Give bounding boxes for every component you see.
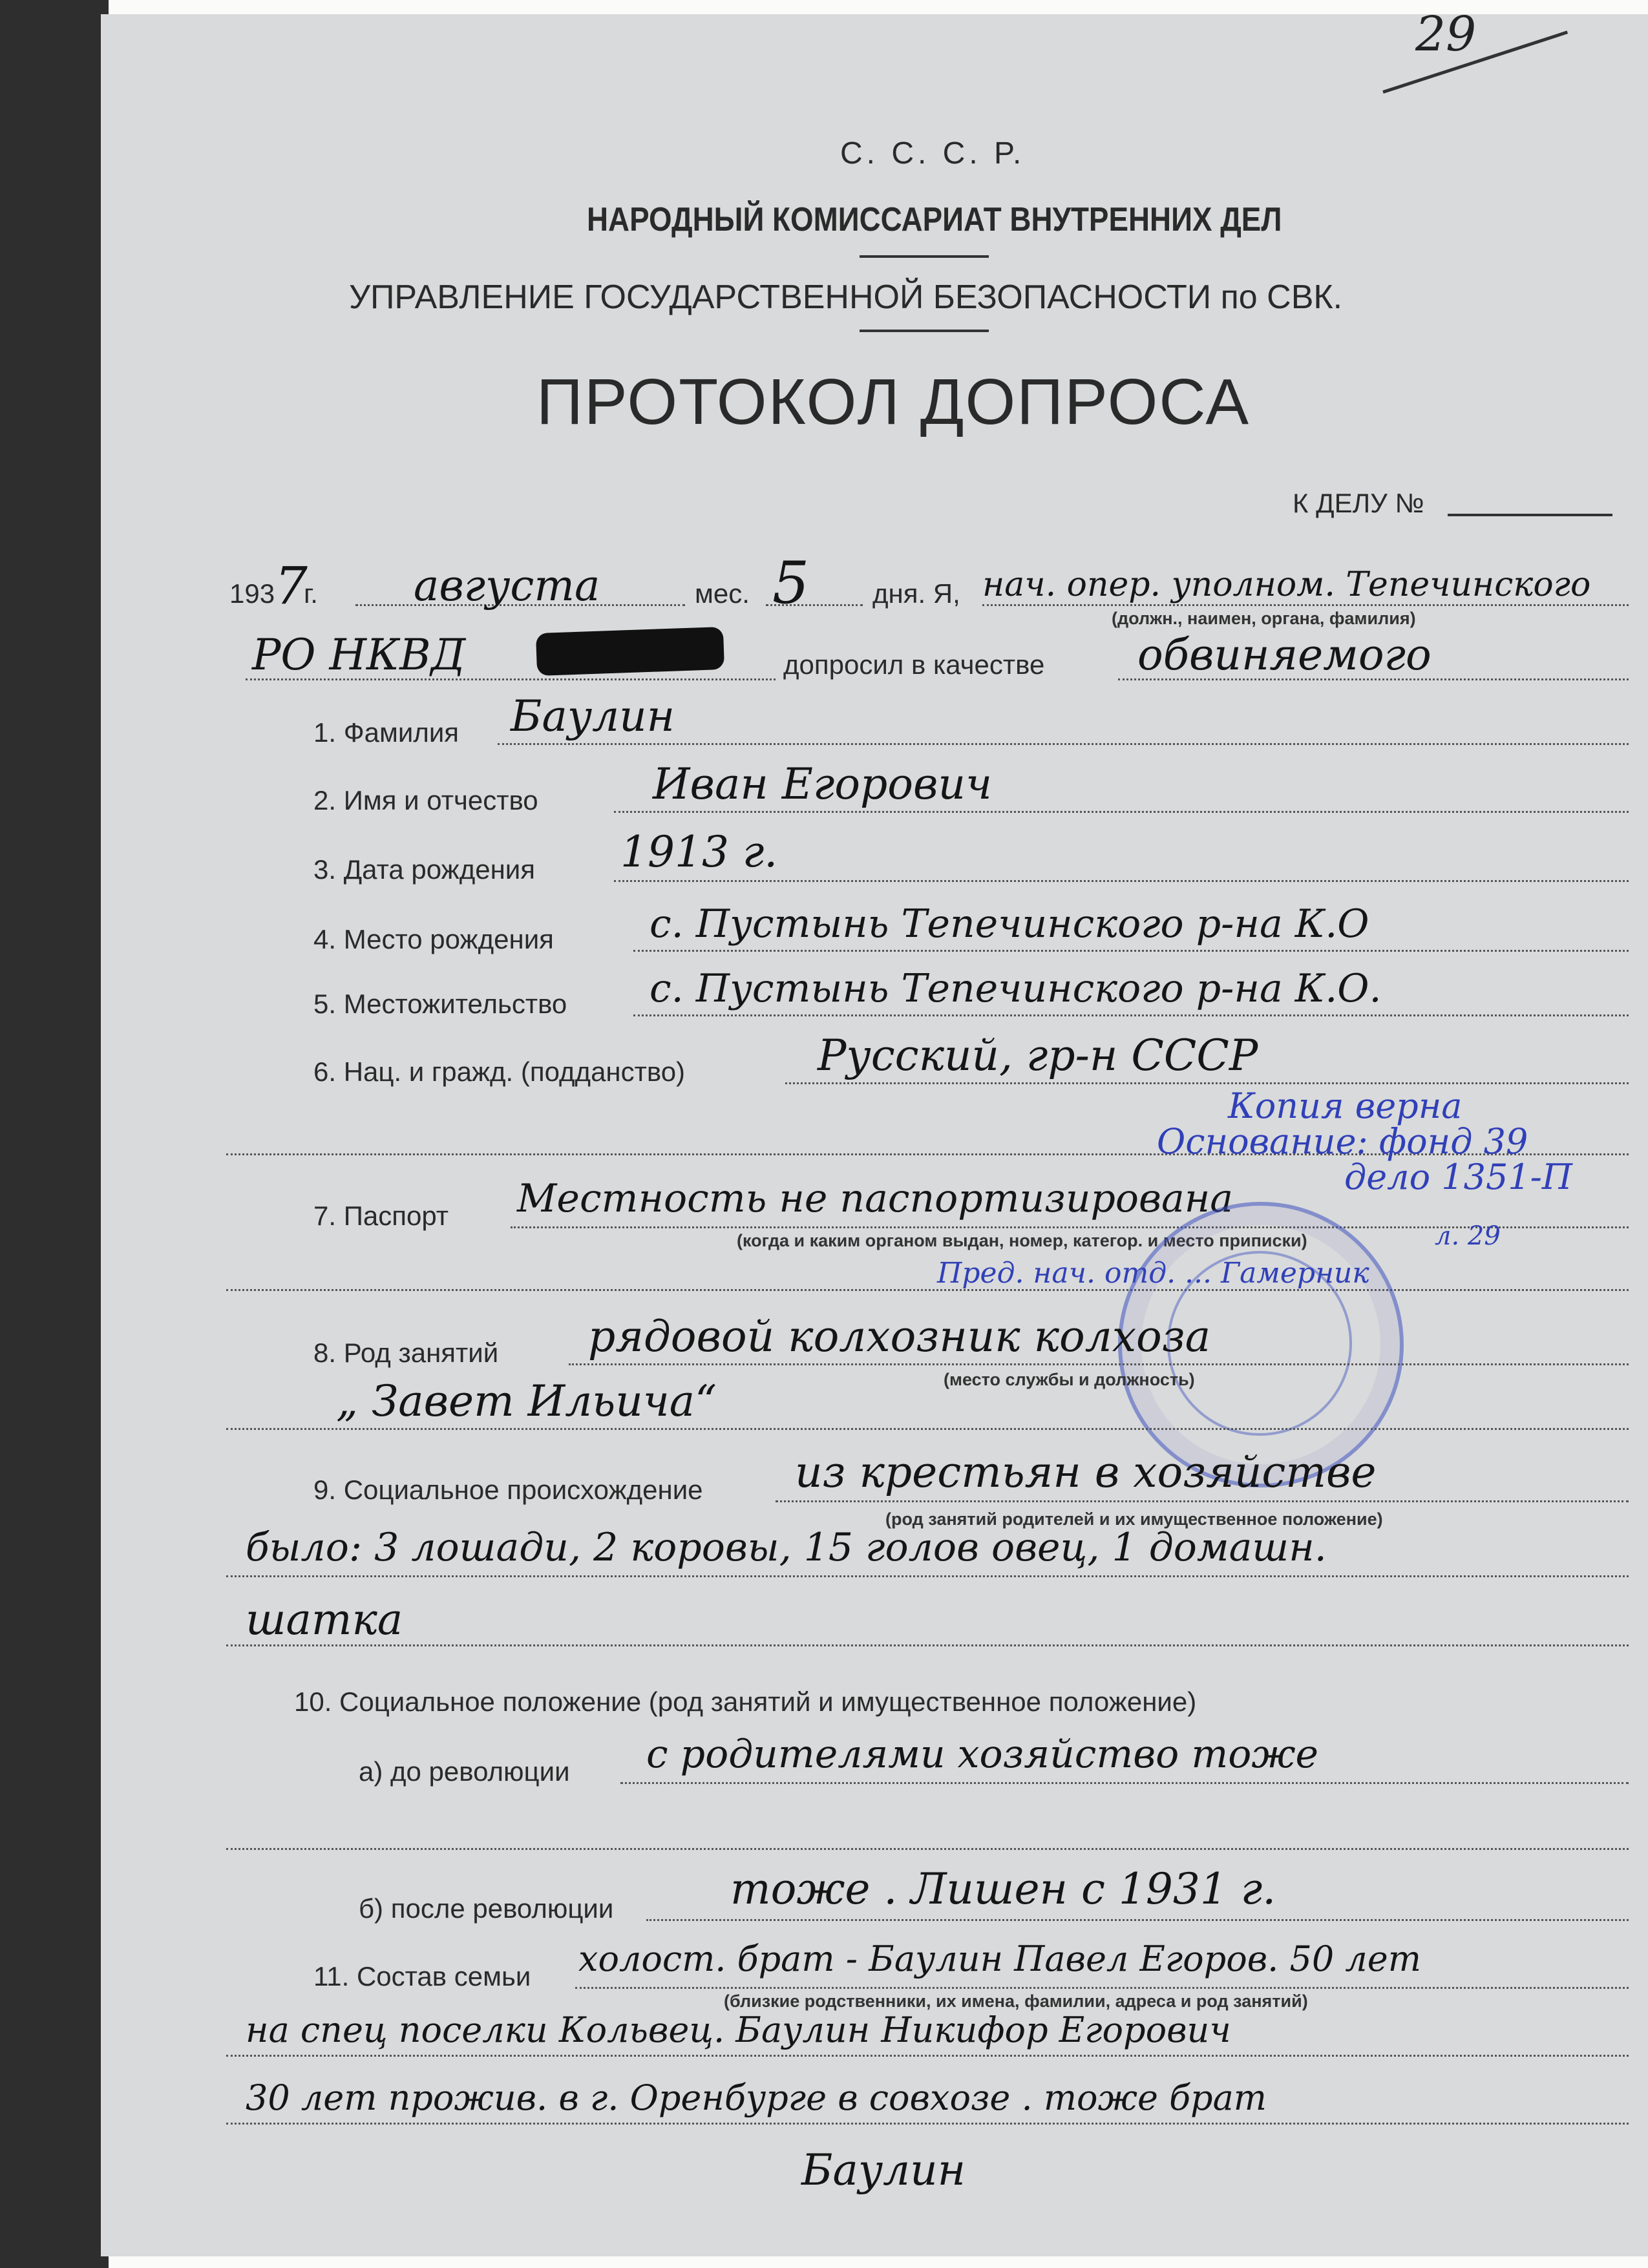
family-label: 11. Состав семьи: [313, 1961, 531, 1991]
origin-caption: (род занятий родителей и их имущественное положение): [885, 1509, 1383, 1529]
before-revolution-line: [620, 1782, 1629, 1784]
family-caption: (близкие родственники, их имена, фамилии, адреса и род занятий): [724, 1991, 1308, 2011]
copy-note-2: Основание: фонд 39: [1157, 1121, 1528, 1162]
after-revolution-label: б) после революции: [359, 1893, 614, 1924]
family-line: [575, 1987, 1629, 1989]
header-commissariat: НАРОДНЫЙ КОМИССАРИАТ ВНУТРЕННИХ ДЕЛ: [587, 201, 1282, 238]
surname-label: 1. Фамилия: [313, 717, 460, 748]
month-label: мес.: [695, 578, 750, 609]
after-revolution-line: [646, 1919, 1629, 1921]
redaction-mark: [536, 627, 724, 676]
birthplace-value: с. Пустынь Тепечинского р-на К.О: [650, 901, 1369, 947]
nationality-value: Русский, гр-н СССР: [818, 1031, 1258, 1080]
officer-line: [982, 604, 1629, 606]
case-number-label: К ДЕЛУ №: [1293, 488, 1424, 518]
family-line-2: [226, 2055, 1629, 2057]
copy-note-3: дело 1351-П: [1344, 1157, 1573, 1197]
year-suffix: г.: [304, 578, 318, 609]
surname-value: Баулин: [511, 691, 675, 741]
interrogated-label: допросил в качестве: [783, 649, 1045, 680]
surname-line: [498, 743, 1629, 745]
before-revolution-label: а) до революции: [359, 1756, 570, 1787]
social-status-label: 10. Социальное положение (род занятий и имущественное положение): [294, 1686, 1197, 1717]
scan-edge: [0, 0, 109, 2268]
occupation-value-2: „ Завет Ильича“: [336, 1376, 717, 1426]
nationality-line: [785, 1082, 1629, 1084]
residence-line: [633, 1014, 1629, 1016]
origin-line-3: [226, 1644, 1629, 1646]
page-title: ПРОТОКОЛ ДОПРОСА: [536, 366, 1251, 438]
birthdate-line: [614, 880, 1629, 882]
case-number-line: [1448, 514, 1612, 516]
officer-caption: (должн., наимен, органа, фамилия): [1112, 609, 1416, 628]
header-rule-1: [860, 255, 989, 258]
before-revolution-value: с родителями хозяйство тоже: [646, 1732, 1319, 1777]
family-value-3: 30 лет прожив. в г. Оренбурге в совхозе . тоже брат: [246, 2077, 1267, 2118]
after-revolution-value: тоже . Лишен с 1931 г.: [730, 1864, 1276, 1914]
passport-value: Местность не паспортизирована: [517, 1176, 1234, 1221]
origin-value-2: было: 3 лошади, 2 коровы, 15 голов овец, 1 домашн.: [246, 1525, 1327, 1570]
passport-caption: (когда и каким органом выдан, номер, категор. и место приписки): [737, 1231, 1307, 1250]
header-directorate: УПРАВЛЕНИЕ ГОСУДАРСТВЕННОЙ БЕЗОПАСНОСТИ по СВК.: [349, 278, 1343, 316]
birthdate-value: 1913 г.: [620, 827, 778, 877]
occupation-line: [569, 1363, 1629, 1365]
officer-value: нач. опер. уполном. Тепечинского: [982, 565, 1591, 604]
page-number: 29: [1415, 6, 1477, 62]
header-country: С. С. С. Р.: [840, 136, 1026, 171]
name-label: 2. Имя и отчество: [313, 785, 538, 815]
passport-line-2: [226, 1289, 1629, 1291]
before-revolution-line-2: [226, 1848, 1629, 1850]
day-value: 5: [772, 549, 810, 617]
year-value: 7: [275, 556, 308, 616]
name-value: Иван Егорович: [653, 759, 993, 809]
name-line: [614, 811, 1629, 813]
residence-value: с. Пустынь Тепечинского р-на К.О.: [650, 966, 1382, 1011]
occupation-value: рядовой колхозник колхоза: [588, 1312, 1211, 1361]
origin-value: из крестьян в хозяйстве: [795, 1447, 1377, 1497]
archivist-note: Пред. нач. отд. ... Гамерник: [937, 1257, 1369, 1290]
capacity-value: обвиняемого: [1137, 630, 1431, 680]
family-value-4: Баулин: [801, 2145, 966, 2195]
header-rule-2: [860, 330, 989, 332]
month-value: августа: [414, 561, 600, 611]
origin-label: 9. Социальное происхождение: [313, 1475, 703, 1505]
copy-note-1: Копия верна: [1228, 1086, 1463, 1126]
nationality-label: 6. Нац. и гражд. (подданство): [313, 1056, 686, 1087]
birthplace-line: [633, 950, 1629, 952]
residence-label: 5. Местожительство: [313, 989, 567, 1019]
family-value: холост. брат - Баулин Павел Егоров. 50 лет: [578, 1938, 1421, 1979]
origin-value-3: шатка: [246, 1595, 403, 1644]
birthdate-label: 3. Дата рождения: [313, 854, 535, 885]
passport-label: 7. Паспорт: [313, 1201, 449, 1231]
occupation-line-2: [226, 1428, 1629, 1430]
year-prefix: 193: [229, 578, 275, 609]
birthplace-label: 4. Место рождения: [313, 924, 554, 954]
origin-line-2: [226, 1575, 1629, 1577]
origin-line: [776, 1500, 1629, 1502]
family-value-2: на спец поселки Кольвец. Баулин Никифор Егорович: [246, 2010, 1231, 2050]
organ-value: РО НКВД: [252, 630, 466, 680]
copy-note-4: л. 29: [1435, 1221, 1501, 1251]
occupation-label: 8. Род занятий: [313, 1338, 499, 1368]
family-line-3: [226, 2123, 1629, 2125]
occupation-caption: (место службы и должность): [944, 1370, 1195, 1389]
day-label: дня. Я,: [872, 578, 960, 609]
